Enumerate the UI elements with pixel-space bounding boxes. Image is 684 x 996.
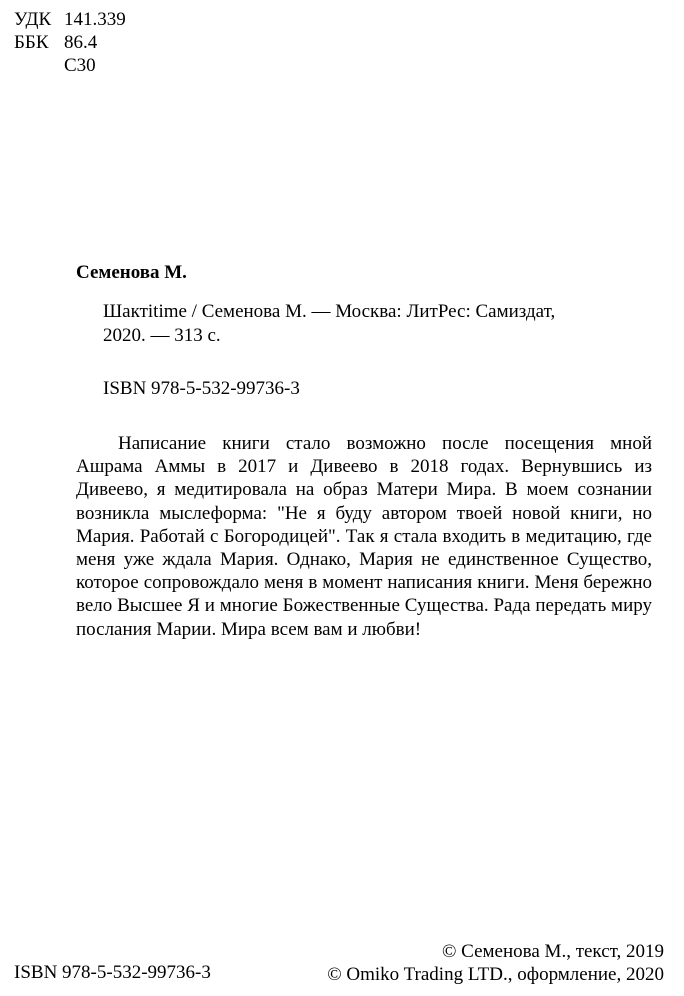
copyright-block <box>327 940 664 986</box>
footer-isbn: ISBN 978-5-532-99736-3 <box>14 962 211 983</box>
annotation-text: Написание книги стало возможно после посещения мной Ашрама Аммы в 2017 и Дивеево в 2018 годах. Вернувшись из Дивеево, я медитировала на образ Матери Мира. В моем сознании возникла мыслеформа: "Не я буду автором твоей новой книги, но Мария. Работай с Богородицей". Так я стала входить в медитацию, где меня уже ждала Мария. Однако, Мария не единственное Существо, которое сопровождало меня в момент написания книги. Меня бережно вело Высшее Я и многие Божественные Существа. Рада передать миру послания Марии. Мира всем вам и любви! <box>76 433 652 640</box>
bbk-value: 86.4 <box>64 32 98 53</box>
bbk-label: ББК <box>14 32 49 53</box>
author-heading: Семенова М. <box>76 262 187 283</box>
author-sign-label <box>14 54 64 77</box>
udc-label: УДК <box>14 9 52 30</box>
isbn: ISBN 978-5-532-99736-3 <box>103 378 300 399</box>
copyright-text-line: © Семенова М., текст, 2019 <box>442 941 664 962</box>
udc-value: 141.339 <box>64 9 126 30</box>
udc-row <box>14 8 126 31</box>
author-sign-row <box>14 54 126 77</box>
copyright-design-line: © Omiko Trading LTD., оформление, 2020 <box>327 964 664 985</box>
classification-block <box>14 8 126 77</box>
author-sign-value: С30 <box>64 55 96 76</box>
bbk-row <box>14 31 126 54</box>
bibliographic-record: Шактitime / Семенова М. — Москва: ЛитРес: Самиздат, 2020. — 313 с. <box>103 301 556 346</box>
